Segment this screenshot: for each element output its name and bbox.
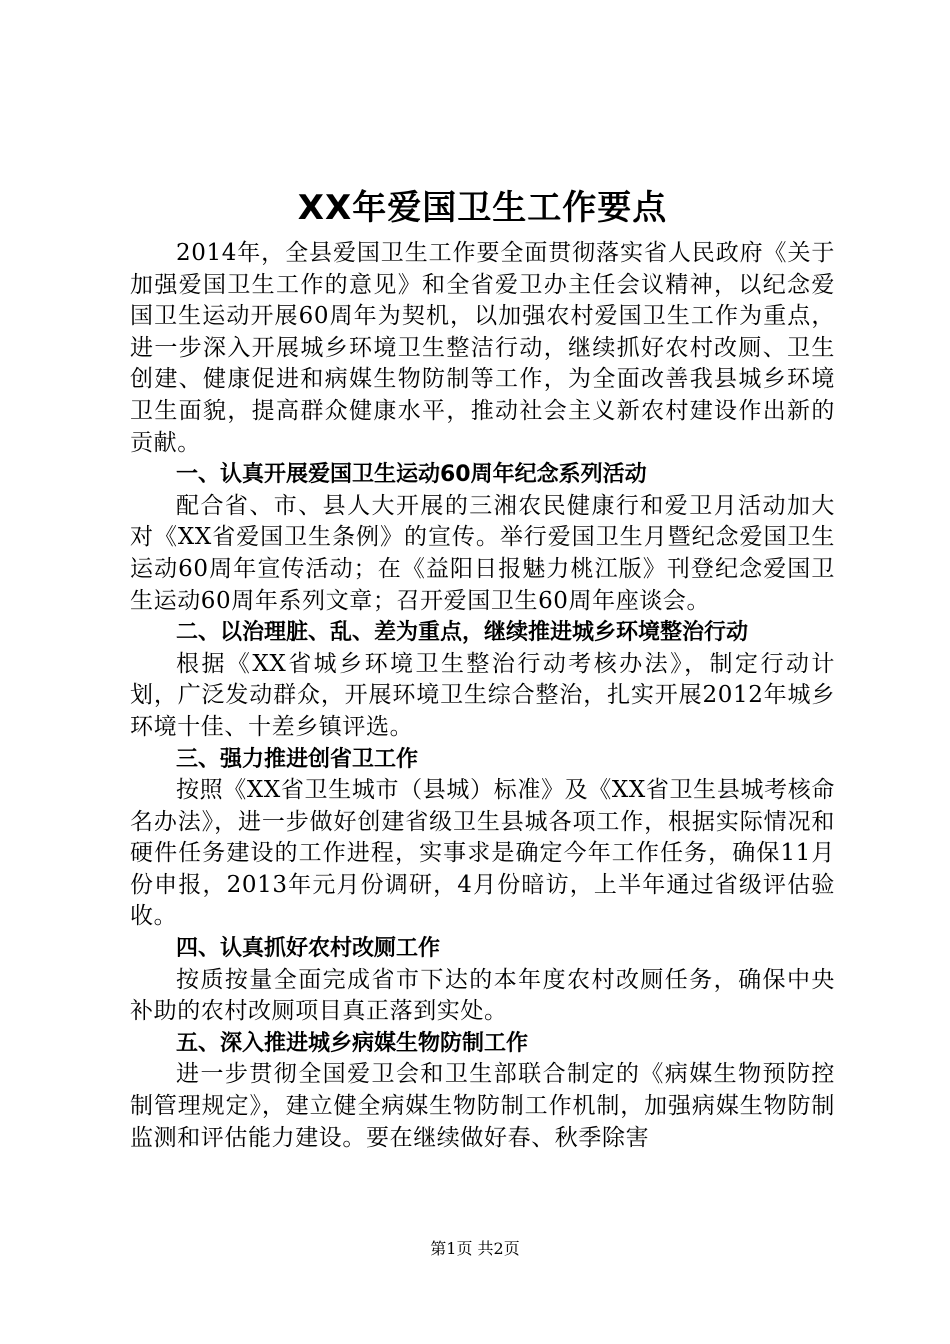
section-heading-1: 一、认真开展爱国卫生运动60周年纪念系列活动 <box>176 462 647 488</box>
section-heading-3: 三、强力推进创省卫工作 <box>176 746 419 772</box>
intro-paragraph: 2014年，全县爱国卫生工作要全面贯彻落实省人民政府《关于加强爱国卫生工作的意见》和全省爱卫办主任会议精神，以纪念爱国卫生运动开展60周年为契机，以加强农村爱国卫生工作为重点，进一步深入开展城乡环境卫生整洁行动，继续抓好农村改厕、卫生创建、健康促进和病媒生物防制等工作，为全面改善我县城乡环境卫生面貌，提高群众健康水平，推动社会主义新农村建设作出新的贡献。 <box>130 240 835 456</box>
page-footer: 第1页 共2页 <box>430 1239 520 1258</box>
document-page <box>130 180 835 1154</box>
section-body-2: 根据《XX省城乡环境卫生整治行动考核办法》，制定行动计划，广泛发动群众，开展环境卫生综合整治，扎实开展2012年城乡环境十佳、十差乡镇评选。 <box>130 650 835 740</box>
section-body-3: 按照《XX省卫生城市（县城）标准》及《XX省卫生县城考核命名办法》，进一步做好创建省级卫生县城各项工作，根据实际情况和硬件任务建设的工作进程，实事求是确定今年工作任务，确保11月份申报，2013年元月份调研，4月份暗访，上半年通过省级评估验收。 <box>130 777 835 930</box>
section-heading-2: 二、以治理脏、乱、差为重点，继续推进城乡环境整治行动 <box>176 620 749 646</box>
section-body-4: 按质按量全面完成省市下达的本年度农村改厕任务，确保中央补助的农村改厕项目真正落到实处。 <box>130 966 835 1025</box>
section-heading-4: 四、认真抓好农村改厕工作 <box>176 936 441 962</box>
section-body-5: 进一步贯彻全国爱卫会和卫生部联合制定的《病媒生物预防控制管理规定》，建立健全病媒生物防制工作机制，加强病媒生物防制监测和评估能力建设。要在继续做好春、秋季除害 <box>130 1061 835 1151</box>
section-heading-5: 五、深入推进城乡病媒生物防制工作 <box>176 1030 529 1056</box>
section-body-1: 配合省、市、县人大开展的三湘农民健康行和爱卫月活动加大对《XX省爱国卫生条例》的宣传。举行爱国卫生月暨纪念爱国卫生运动60周年宣传活动；在《益阳日报魅力桃江版》刊登纪念爱国卫生运动60周年系列文章；召开爱国卫生60周年座谈会。 <box>130 492 835 614</box>
document-title: XX年爱国卫生工作要点 <box>297 188 668 228</box>
